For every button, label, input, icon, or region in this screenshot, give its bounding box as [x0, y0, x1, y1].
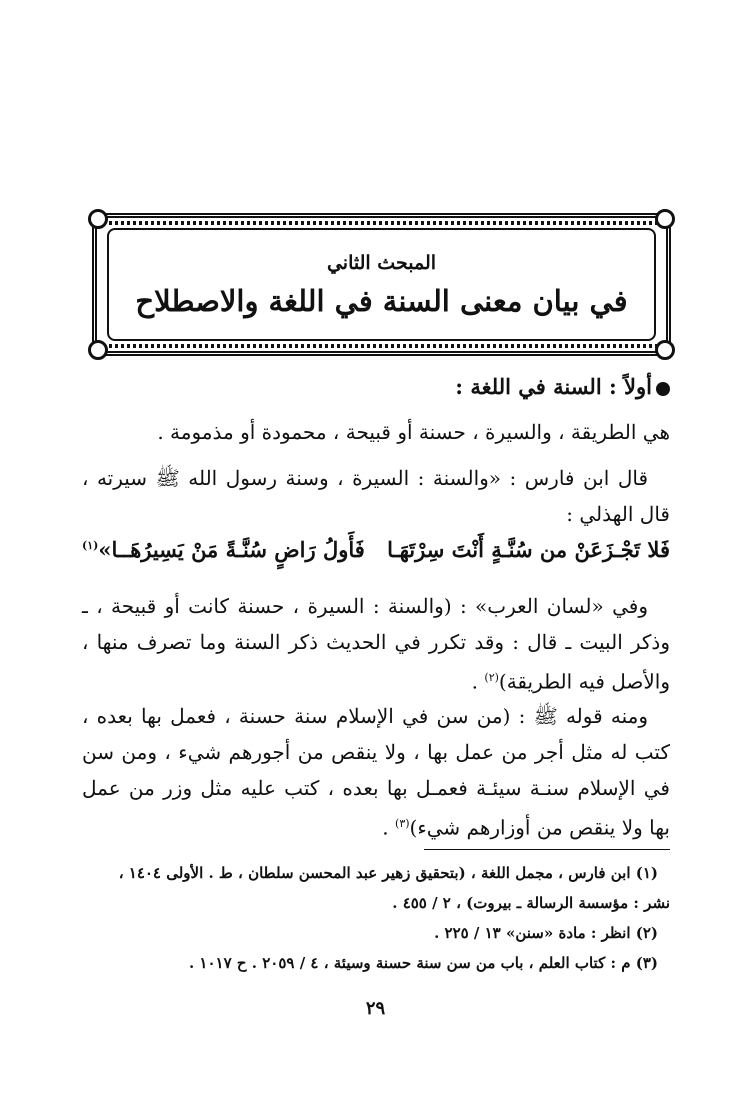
bullet-icon	[656, 382, 670, 396]
paragraph-lisan-al-arab	[82, 588, 670, 700]
chapter-header-frame	[92, 213, 671, 356]
footnote-divider	[424, 849, 670, 850]
footnote-marker: (٣)	[395, 817, 410, 830]
paragraph-text: ومنه قوله ﷺ : (من سن في الإسلام سنة حسنة ، فعمل بها بعده ، كتب له مثل أجر من عمل بها ، ولا ينقص من أجورهم شيء ، ومن سن في الإسلام سنـة سيئـة فعمـل بها بعده ، كتب عليه مثل وزر من عمل بها ولا ينقص من أوزارهم شيء)	[82, 704, 670, 840]
frame-corner-ornament	[88, 209, 108, 229]
page-number: ٢٩	[365, 998, 386, 1019]
frame-ornament-bottom	[103, 344, 660, 348]
footnote-marker: (١)	[82, 539, 99, 552]
paragraph-end: .	[382, 815, 396, 840]
section-heading	[82, 374, 670, 399]
frame-ornament-top	[103, 221, 660, 225]
paragraph-hadith	[82, 698, 670, 846]
footnote-1: (١) ابن فارس ، مجمل اللغة ، (بتحقيق زهير عبد المحسن سلطان ، ط . الأولى ١٤٠٤ ،	[118, 864, 658, 882]
section-heading-text: أولاً : السنة في اللغة :	[455, 374, 652, 399]
chapter-subtitle: المبحث الثاني	[326, 252, 437, 274]
frame-corner-ornament	[655, 209, 675, 229]
poem-hemistich-first: فَلا تَجْـزَعَنْ من سُنَّـةٍ أَنْتَ سِرْتَهَـا	[387, 537, 670, 562]
paragraph-text: وفي «لسان العرب» : (والسنة : السيرة ، حسنة كانت أو قبيحة ، ـ وذكر البيت ـ قال : وقد تكرر في الحديث ذكر السنة وما تصرف منها ، والأصل فيه الطريقة)	[82, 594, 670, 694]
poem-hemistich-text: فَأَولُ رَاضٍ سُنَّـةً مَنْ يَسِيرُهَــا»	[98, 537, 365, 562]
paragraph-ibn-faris: قال ابن فارس : «والسنة : السيرة ، وسنة رسول الله ﷺ سيرته ، قال الهذلي :	[82, 466, 670, 526]
frame-corner-ornament	[88, 340, 108, 360]
poem-verse	[82, 537, 670, 562]
paragraph-definition: هي الطريقة ، والسيرة ، حسنة أو قبيحة ، محمودة أو مذمومة .	[157, 420, 670, 444]
footnote-1-continued: نشر : مؤسسة الرسالة ـ بيروت) ، ٢ / ٤٥٥ .	[392, 894, 670, 912]
poem-hemistich-second	[82, 537, 365, 562]
chapter-title: في بيان معنى السنة في اللغة والاصطلاح	[135, 284, 628, 318]
footnote-marker: (٢)	[484, 671, 499, 684]
footnote-2: (٢) انظر : مادة «سنن» ١٣ / ٢٢٥ .	[434, 924, 658, 942]
paragraph-end: .	[471, 669, 485, 694]
footnote-3: (٣) م : كتاب العلم ، باب من سن سنة حسنة وسيئة ، ٤ / ٢٠٥٩ . ح ١٠١٧ .	[188, 954, 658, 972]
footnotes	[82, 858, 670, 978]
frame-corner-ornament	[655, 340, 675, 360]
